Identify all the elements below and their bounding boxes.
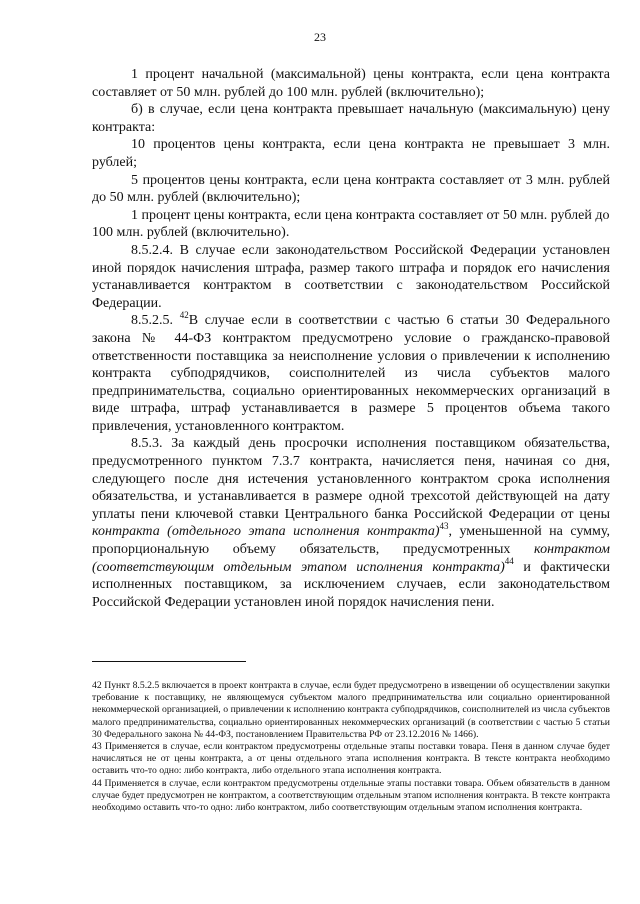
clause-text: В случае если в соответствии с частью 6 статьи 30 Федерального закона № 44-ФЗ контрактом предусмотрено условие о гражданско-правовой ответственности поставщика за неисполнение условия о привлечении к исполнению контракта субподрядчиков, соисполнителей из числа субъектов малого предпринимательства, социально ориентированных некоммерческих организаций в виде штрафа, штраф устанавливается в размере 5 процентов объема такого привлечения, установленного контрактом. (92, 313, 610, 434)
page-number: 23 (314, 30, 326, 44)
paragraph-8-5-2-4: 8.5.2.4. В случае если законодательством Российской Федерации установлен иной порядок начисления штрафа, размер такого штрафа и порядок его начисления устанавливается контрактом в соответствии с законодательством Российской Федерации. (92, 242, 610, 311)
paragraph-8-5-3 (92, 435, 610, 611)
clause-text-part1: 8.5.3. За каждый день просрочки исполнения поставщиком обязательства, предусмотренного пунктом 7.3.7 контракта, начисляется пеня, начиная со дня, следующего после дня истечения установленного контрактом срока исполнения обязательства, и устанавливается в размере одной трехсотой действующей на дату уплаты пени ключевой ставки Центрального банка Российской Федерации от цены (92, 436, 610, 522)
footnote-ref-43: 43 (439, 520, 449, 531)
paragraph-8-5-2-5 (92, 309, 610, 435)
footnote-ref-44: 44 (504, 555, 514, 566)
clause-number: 8.5.2.5. (131, 313, 180, 329)
paragraph: 5 процентов цены контракта, если цена контракта составляет от 3 млн. рублей до 50 млн. рублей (включительно); (92, 172, 610, 206)
footnote-ref-42: 42 (179, 309, 189, 320)
clause-text-part3: и фактически исполненных поставщиком, за исключением случаев, если законодательством Российской Федерации установлен иной порядок начисления пени. (92, 559, 610, 610)
footnote-43: 43 Применяется в случае, если контрактом предусмотрены отдельные этапы поставки товара. Пеня в данном случае будет начисляться не от цены контракта, а от цены отдельного этапа исполнения контракта. В тексте контракта необходимо оставить что-то одно: либо контракта, либо отдельного этапа исполнения контракта. (92, 741, 610, 777)
italic-phrase-1: контракта (отдельного этапа исполнения контракта) (92, 524, 440, 540)
clause-text-part2: , уменьшенной на сумму, пропорциональную объему обязательств, предусмотренных (92, 524, 610, 558)
italic-phrase-2: контрактом (соответствующим отдельным этапом исполнения контракта) (92, 542, 610, 575)
footnote-42: 42 Пункт 8.5.2.5 включается в проект контракта в случае, если будет предусмотрено в извещении об осуществлении закупки требование к поставщику, не являющемуся субъектом малого предпринимательства или социально ориентированной некоммерческой организацией, о привлечении к исполнению контракта субподрядчиков, соисполнителей из числа субъектов малого предпринимательства, социально ориентированных некоммерческих организаций (в соответствии с частью 5 статьи 30 Федерального закона № 44-ФЗ, постановлением Правительства РФ от 23.12.2016 № 1466). (92, 680, 610, 740)
paragraph: 1 процент цены контракта, если цена контракта составляет от 50 млн. рублей до 100 млн. рублей (включительно). (92, 207, 610, 241)
document-body (92, 66, 610, 611)
footnote-separator (92, 661, 246, 662)
paragraph: б) в случае, если цена контракта превышает начальную (максимальную) цену контракта: (92, 102, 610, 135)
footnotes (92, 680, 610, 814)
paragraph: 1 процент начальной (максимальной) цены контракта, если цена контракта составляет от 50 млн. рублей до 100 млн. рублей (включительно); (92, 67, 610, 100)
footnote-44: 44 Применяется в случае, если контрактом предусмотрены отдельные этапы поставки товара. Объем обязательств в данном случае будет предусмотрен не контрактом, а соответствующим отдельным этапом исполнения контракта. В тексте контракта необходимо оставить что-то одно: либо контрактом, либо соответствующим отдельным этапом исполнения контракта. (92, 777, 610, 814)
paragraph: 10 процентов цены контракта, если цена контракта не превышает 3 млн. рублей; (92, 137, 610, 170)
